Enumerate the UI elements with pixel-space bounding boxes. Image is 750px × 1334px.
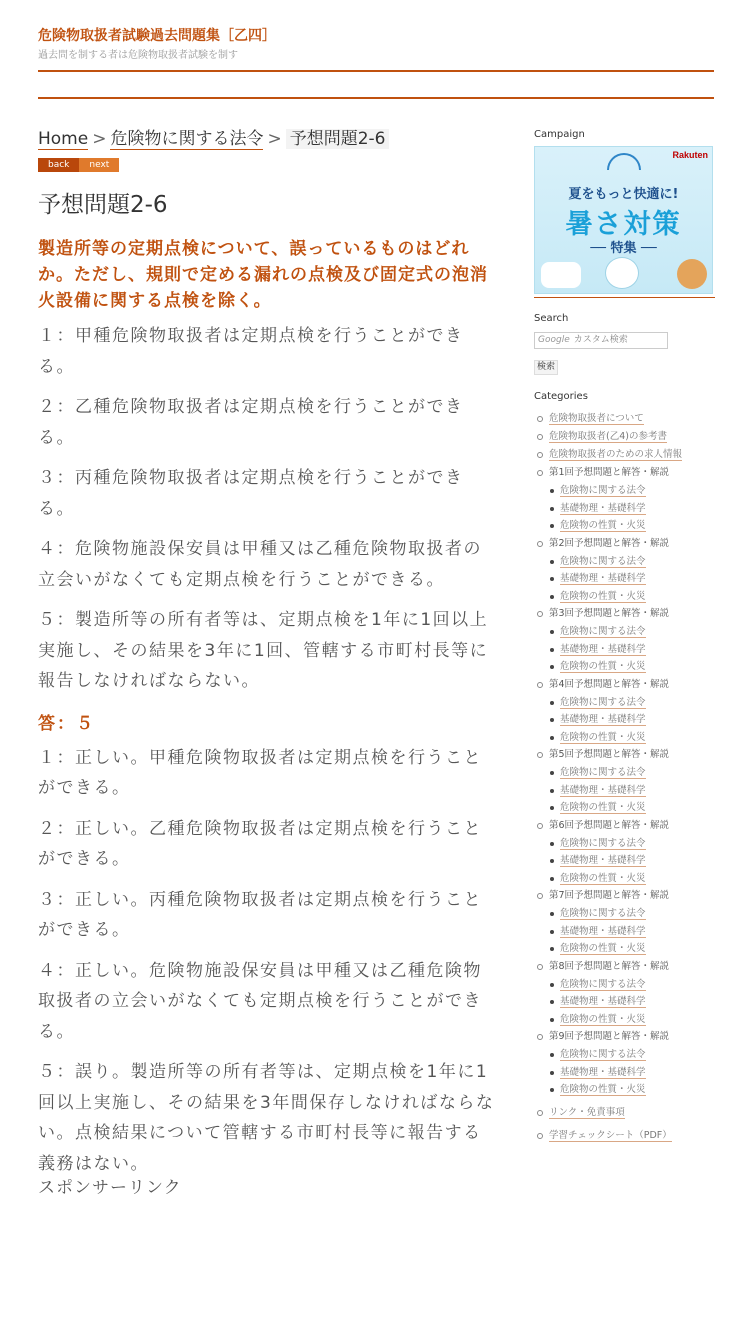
main-content <box>38 126 498 1189</box>
category-group <box>534 676 716 747</box>
subcategory-list <box>549 976 716 1029</box>
subcategory-link[interactable]: 危険物の性質・火災 <box>560 872 646 884</box>
breadcrumb-home-link[interactable]: Home <box>38 129 89 149</box>
subcategory-link[interactable]: 危険物の性質・火災 <box>560 731 646 743</box>
subcategory-link[interactable]: 基礎物理・基礎科学 <box>560 784 646 796</box>
subcategory-item <box>549 588 716 606</box>
post-pager <box>38 158 498 172</box>
subcategory-item <box>549 711 716 729</box>
choice-item: ３：丙種危険物取扱者は定期点検を行うことができる。 <box>38 468 464 519</box>
campaign-title: Campaign <box>534 129 585 140</box>
subcategory-link[interactable]: 危険物の性質・火災 <box>560 590 646 602</box>
category-item <box>534 410 716 428</box>
answer-label: 答：５ <box>38 713 95 734</box>
subcategory-list <box>549 1046 716 1099</box>
subcategory-link[interactable]: 基礎物理・基礎科学 <box>560 643 646 655</box>
check-sheet-pdf-link[interactable]: 学習チェックシート（PDF） <box>549 1129 672 1141</box>
subcategory-item <box>549 694 716 712</box>
next-button[interactable]: next <box>79 158 119 172</box>
sponsor-link-label: スポンサーリンク <box>38 1178 182 1198</box>
search-placeholder: カスタム検索 <box>573 335 628 345</box>
category-group-label: 第9回予想問題と解答・解説 <box>549 1031 670 1042</box>
subcategory-link[interactable]: 危険物の性質・火災 <box>560 943 646 954</box>
subcategory-item <box>549 623 716 641</box>
subcategory-link[interactable]: 危険物に関する法令 <box>560 908 646 919</box>
subcategory-item <box>549 641 716 659</box>
subcategory-item <box>549 870 716 888</box>
category-group-label: 第8回予想問題と解答・解説 <box>549 960 670 972</box>
choice-item: １：甲種危険物取扱者は定期点検を行うことができる。 <box>38 326 464 377</box>
category-group <box>534 817 716 888</box>
subcategory-link[interactable]: 危険物の性質・火災 <box>560 661 646 672</box>
subcategory-list <box>549 694 716 747</box>
subcategory-item <box>549 993 716 1011</box>
category-group-label: 第5回予想問題と解答・解説 <box>549 749 670 760</box>
explanation-item: ２：正しい。乙種危険物取扱者は定期点検を行うことができる。 <box>38 818 482 869</box>
subcategory-link[interactable]: 危険物に関する法令 <box>560 767 646 778</box>
category-group-label: 第6回予想問題と解答・解説 <box>549 819 670 831</box>
dog-illustration <box>677 259 707 289</box>
category-item <box>534 446 716 464</box>
banner-headline: 暑さ対策 <box>565 209 682 240</box>
subcategory-item <box>549 482 716 500</box>
subcategory-link[interactable]: 危険物の性質・火災 <box>560 1084 646 1095</box>
subcategory-item <box>549 799 716 817</box>
category-group <box>534 1028 716 1099</box>
breadcrumb-current: 予想問題2-6 <box>286 129 390 149</box>
sun-icon <box>607 153 641 170</box>
category-group <box>534 535 716 606</box>
category-group-label: 第7回予想問題と解答・解説 <box>549 890 670 901</box>
rakuten-logo: Rakuten <box>672 150 708 160</box>
subcategory-link[interactable]: 危険物の性質・火災 <box>560 802 646 813</box>
campaign-widget <box>534 146 715 298</box>
subcategory-item <box>549 517 716 535</box>
subcategory-item <box>549 1081 716 1099</box>
google-logo: Google <box>538 335 570 345</box>
category-group <box>534 464 716 535</box>
explanation-item: ５：誤り。製造所等の所有者等は、定期点検を1年に1回以上実施し、その結果を3年間保存しなければならない。点検結果について管轄する市町村長等に報告する義務はない。 <box>38 1062 495 1174</box>
subcategory-link[interactable]: 基礎物理・基礎科学 <box>560 573 646 584</box>
sidebar <box>534 128 716 1145</box>
site-title-link[interactable]: 危険物取扱者試験過去問題集［乙四］ <box>38 28 276 44</box>
subcategory-list <box>549 835 716 888</box>
category-link[interactable]: 危険物取扱者について <box>549 413 644 424</box>
category-link[interactable]: 危険物取扱者のための求人情報 <box>549 449 683 460</box>
question-text: 製造所等の定期点検について、誤っているものはどれか。ただし、規則で定める漏れの点検及び固定式の泡消火設備に関する点検を除く。 <box>38 239 488 311</box>
subcategory-list <box>549 764 716 817</box>
category-group-label: 第1回予想問題と解答・解説 <box>549 467 670 478</box>
subcategory-link[interactable]: 危険物の性質・火災 <box>560 520 646 531</box>
explanations-list <box>38 743 498 1180</box>
subcategory-item <box>549 553 716 571</box>
category-group <box>534 746 716 817</box>
category-group <box>534 605 716 676</box>
subcategory-link[interactable]: 基礎物理・基礎科学 <box>560 502 646 514</box>
subcategory-list <box>549 905 716 958</box>
subcategory-link[interactable]: 基礎物理・基礎科学 <box>560 1066 646 1078</box>
site-description: 過去問を制する者は危険物取扱者試験を制す <box>38 50 238 61</box>
subcategory-link[interactable]: 危険物に関する法令 <box>560 978 646 990</box>
search-title: Search <box>534 313 569 324</box>
post-title: 予想問題2-6 <box>38 192 168 218</box>
subcategory-item <box>549 500 716 518</box>
subcategory-link[interactable]: 基礎物理・基礎科学 <box>560 714 646 725</box>
breadcrumb <box>38 126 498 152</box>
subcategory-item <box>549 1011 716 1029</box>
subcategory-link[interactable]: 危険物に関する法令 <box>560 837 646 849</box>
subcategory-link[interactable]: 危険物に関する法令 <box>560 626 646 637</box>
subcategory-link[interactable]: 危険物の性質・火災 <box>560 1013 646 1025</box>
category-group-label: 第2回予想問題と解答・解説 <box>549 537 670 549</box>
search-input[interactable] <box>534 332 668 349</box>
explanation-item: ３：正しい。丙種危険物取扱者は定期点検を行うことができる。 <box>38 889 482 940</box>
choice-item: ５：製造所等の所有者等は、定期点検を1年に1回以上実施し、その結果を3年に1回、管轄する市町村長等に報告しなければならない。 <box>38 610 489 691</box>
subcategory-link[interactable]: 基礎物理・基礎科学 <box>560 925 646 937</box>
subcategory-item <box>549 658 716 676</box>
explanation-item: １：正しい。甲種危険物取扱者は定期点検を行うことができる。 <box>38 747 482 798</box>
category-item <box>534 1104 716 1122</box>
subcategory-link[interactable]: 基礎物理・基礎科学 <box>560 996 646 1007</box>
explanation-item: ４：正しい。危険物施設保安員は甲種又は乙種危険物取扱者の立会いがなくても定期点検を行うことができる。 <box>38 960 482 1042</box>
breadcrumb-category-link[interactable]: 危険物に関する法令 <box>110 129 264 149</box>
category-item <box>534 428 716 446</box>
subcategory-item <box>549 905 716 923</box>
subcategory-item <box>549 782 716 800</box>
pillow-illustration <box>541 262 581 288</box>
subcategory-link[interactable]: 危険物に関する法令 <box>560 1049 646 1060</box>
banner-subhead: ── 特集 ── <box>590 241 657 256</box>
category-group-label: 第4回予想問題と解答・解説 <box>549 678 670 690</box>
subcategory-item <box>549 976 716 994</box>
subcategory-link[interactable]: 基礎物理・基礎科学 <box>560 855 646 866</box>
categories-list <box>534 410 716 1145</box>
links-disclaimer-link[interactable]: リンク・免責事項 <box>549 1106 625 1118</box>
choices-list <box>38 321 498 697</box>
subcategory-item <box>549 764 716 782</box>
subcategory-item <box>549 1046 716 1064</box>
category-link[interactable]: 危険物取扱者(乙4)の参考書 <box>549 431 667 442</box>
breadcrumb-separator: > <box>267 129 282 149</box>
subcategory-item <box>549 835 716 853</box>
choice-item: ２：乙種危険物取扱者は定期点検を行うことができる。 <box>38 397 464 448</box>
nav-divider <box>38 97 714 99</box>
category-group <box>534 958 716 1029</box>
subcategory-link[interactable]: 危険物に関する法令 <box>560 555 646 567</box>
subcategory-item <box>549 852 716 870</box>
header-divider <box>38 70 714 72</box>
campaign-banner[interactable] <box>534 146 713 294</box>
site-header <box>38 26 714 63</box>
category-item <box>534 1127 716 1145</box>
subcategory-item <box>549 940 716 958</box>
subcategory-item <box>549 923 716 941</box>
back-button[interactable]: back <box>38 158 79 172</box>
bear-illustration <box>605 257 639 289</box>
subcategory-list <box>549 623 716 676</box>
subcategory-list <box>549 553 716 606</box>
subcategory-link[interactable]: 危険物に関する法令 <box>560 696 646 708</box>
banner-tagline: 夏をもっと快適に! <box>568 187 679 202</box>
subcategory-item <box>549 570 716 588</box>
category-group <box>534 887 716 958</box>
subcategory-item <box>549 1064 716 1082</box>
subcategory-list <box>549 482 716 535</box>
subcategory-item <box>549 729 716 747</box>
subcategory-link[interactable]: 危険物に関する法令 <box>560 485 646 496</box>
category-group-label: 第3回予想問題と解答・解説 <box>549 608 670 619</box>
breadcrumb-separator: > <box>92 129 107 149</box>
search-button[interactable]: 検索 <box>534 360 558 375</box>
choice-item: ４：危険物施設保安員は甲種又は乙種危険物取扱者の立会いがなくても定期点検を行うことができる。 <box>38 539 482 590</box>
categories-title: Categories <box>534 391 588 402</box>
